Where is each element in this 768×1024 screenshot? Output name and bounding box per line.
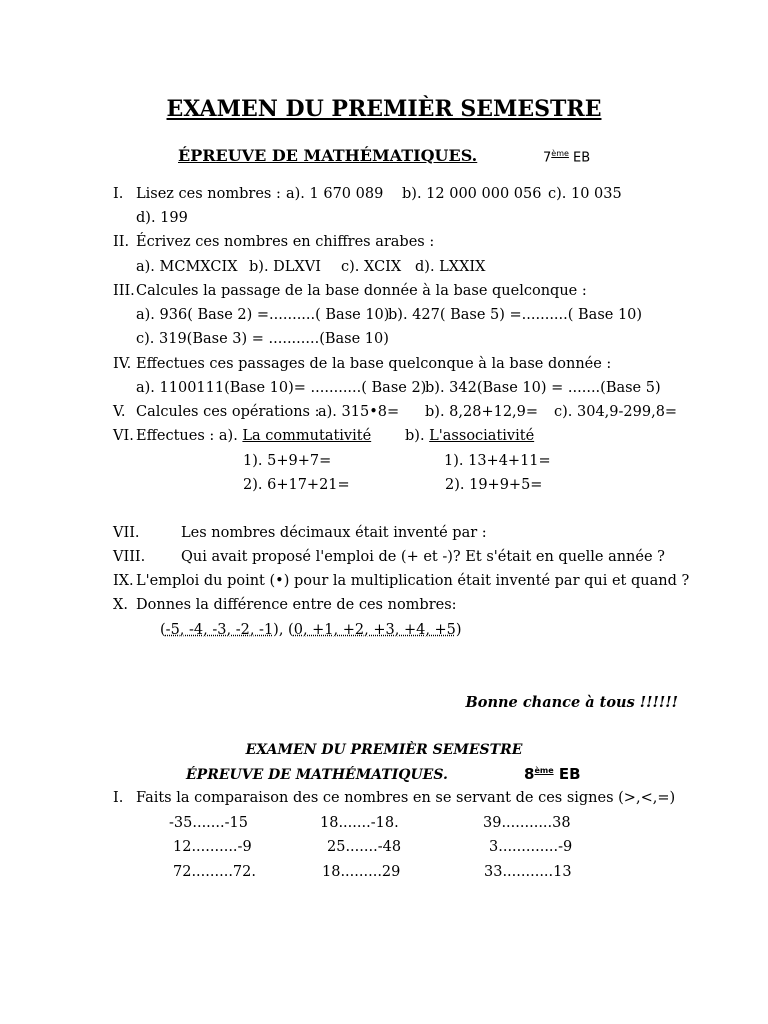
comparison-cell: 39...........38 bbox=[483, 815, 571, 831]
exam1-q5: V. Calcules ces opérations : bbox=[113, 404, 320, 420]
comparison-cell: 12..........-9 bbox=[173, 839, 252, 855]
exam1-q6-a2: 2). 6+17+21= bbox=[243, 477, 350, 493]
exam1-q10: X. Donnes la différence entre de ces nombres: bbox=[113, 597, 457, 613]
comparison-cell: 3.............-9 bbox=[489, 839, 573, 855]
comparison-cell: 18.......-18. bbox=[320, 815, 399, 831]
exam1-q8-text: Qui avait proposé l'emploi de (+ et -)? Et s'était en quelle année ? bbox=[181, 549, 665, 565]
exam1-q4-b: b). 342(Base 10) = .......(Base 5) bbox=[425, 380, 661, 396]
comparison-cell: 72.........72. bbox=[173, 864, 256, 880]
exam1-q1-d: d). 199 bbox=[136, 210, 188, 226]
exam1-q7-num: VII. bbox=[113, 525, 140, 541]
exam1-q5-b: b). 8,28+12,9= bbox=[425, 404, 539, 420]
exam2-title: EXAMEN DU PREMIÈR SEMESTRE bbox=[245, 742, 523, 758]
exam1-q8-num: VIII. bbox=[113, 549, 146, 565]
exam1-q2-d: d). LXXIX bbox=[415, 259, 486, 275]
comparison-cell: 18.........29 bbox=[322, 864, 401, 880]
exam1-q10-sets: (-5, -4, -3, -2, -1), (0, +1, +2, +3, +4, +5) bbox=[160, 622, 462, 638]
associativity-label: L'associativité bbox=[429, 428, 535, 444]
exam1-q6-a1: 1). 5+9+7= bbox=[243, 453, 332, 469]
negative-set: -5, -4, -3, -2, -1 bbox=[165, 622, 274, 638]
comparison-cell: 25.......-48 bbox=[327, 839, 402, 855]
exam1-q6-b2: 2). 19+9+5= bbox=[445, 477, 543, 493]
exam2-grade: 8ème EB bbox=[524, 765, 581, 783]
exam2-q1: I. Faits la comparaison des ce nombres en se servant de ces signes (>,<,=) bbox=[113, 790, 676, 806]
exam1-q3-c: c). 319(Base 3) = ...........(Base 10) bbox=[136, 331, 389, 347]
exam1-q4-a: a). 1100111(Base 10)= ...........( Base 2) bbox=[136, 380, 427, 396]
exam1-q2: II. Écrivez ces nombres en chiffres arabes : bbox=[113, 234, 435, 250]
exam1-q5-c: c). 304,9-299,8= bbox=[554, 404, 678, 420]
positive-set: 0, +1, +2, +3, +4, +5 bbox=[293, 622, 456, 638]
exam1-q3-b: b). 427( Base 5) =..........( Base 10) bbox=[388, 307, 643, 323]
comparison-cell: -35.......-15 bbox=[169, 815, 248, 831]
exam1-q3: III.Calcules la passage de la base donnée à la base quelconque : bbox=[113, 283, 587, 299]
closing-message: Bonne chance à tous !!!!!! bbox=[465, 694, 678, 711]
exam1-q9: IX. L'emploi du point (•) pour la multiplication était inventé par qui et quand ? bbox=[113, 573, 690, 589]
exam1-q2-c: c). XCIX bbox=[341, 259, 402, 275]
commutativity-label: La commutativité bbox=[242, 428, 372, 444]
exam1-q2-a: a). MCMXCIX bbox=[136, 259, 238, 275]
exam1-q3-a: a). 936( Base 2) =..........( Base 10) bbox=[136, 307, 390, 323]
exam1-q7-text: Les nombres décimaux était inventé par : bbox=[181, 525, 487, 541]
exam1-title: EXAMEN DU PREMIÈR SEMESTRE bbox=[166, 96, 602, 122]
exam1-q4: IV. Effectues ces passages de la base quelconque à la base donnée : bbox=[113, 356, 612, 372]
exam1-q6-b: b). L'associativité bbox=[405, 428, 535, 444]
exam1-q1-b: b). 12 000 000 056 bbox=[402, 186, 542, 202]
exam1-q6: VI. Effectues : a). La commutativité bbox=[113, 428, 372, 444]
exam1-q1: I. Lisez ces nombres : bbox=[113, 186, 281, 202]
exam2-subtitle: ÉPREUVE DE MATHÉMATIQUES. bbox=[186, 767, 448, 783]
exam1-q6-b1: 1). 13+4+11= bbox=[444, 453, 551, 469]
exam1-q1-c: c). 10 035 bbox=[548, 186, 622, 202]
exam1-q1-a: a). 1 670 089 bbox=[286, 186, 384, 202]
exam1-subtitle: ÉPREUVE DE MATHÉMATIQUES. bbox=[178, 146, 478, 165]
exam1-q2-b: b). DLXVI bbox=[249, 259, 321, 275]
comparison-cell: 33...........13 bbox=[484, 864, 572, 880]
exam1-q5-a: a). 315•8= bbox=[318, 404, 400, 420]
exam1-grade: 7ème EB bbox=[543, 149, 591, 166]
